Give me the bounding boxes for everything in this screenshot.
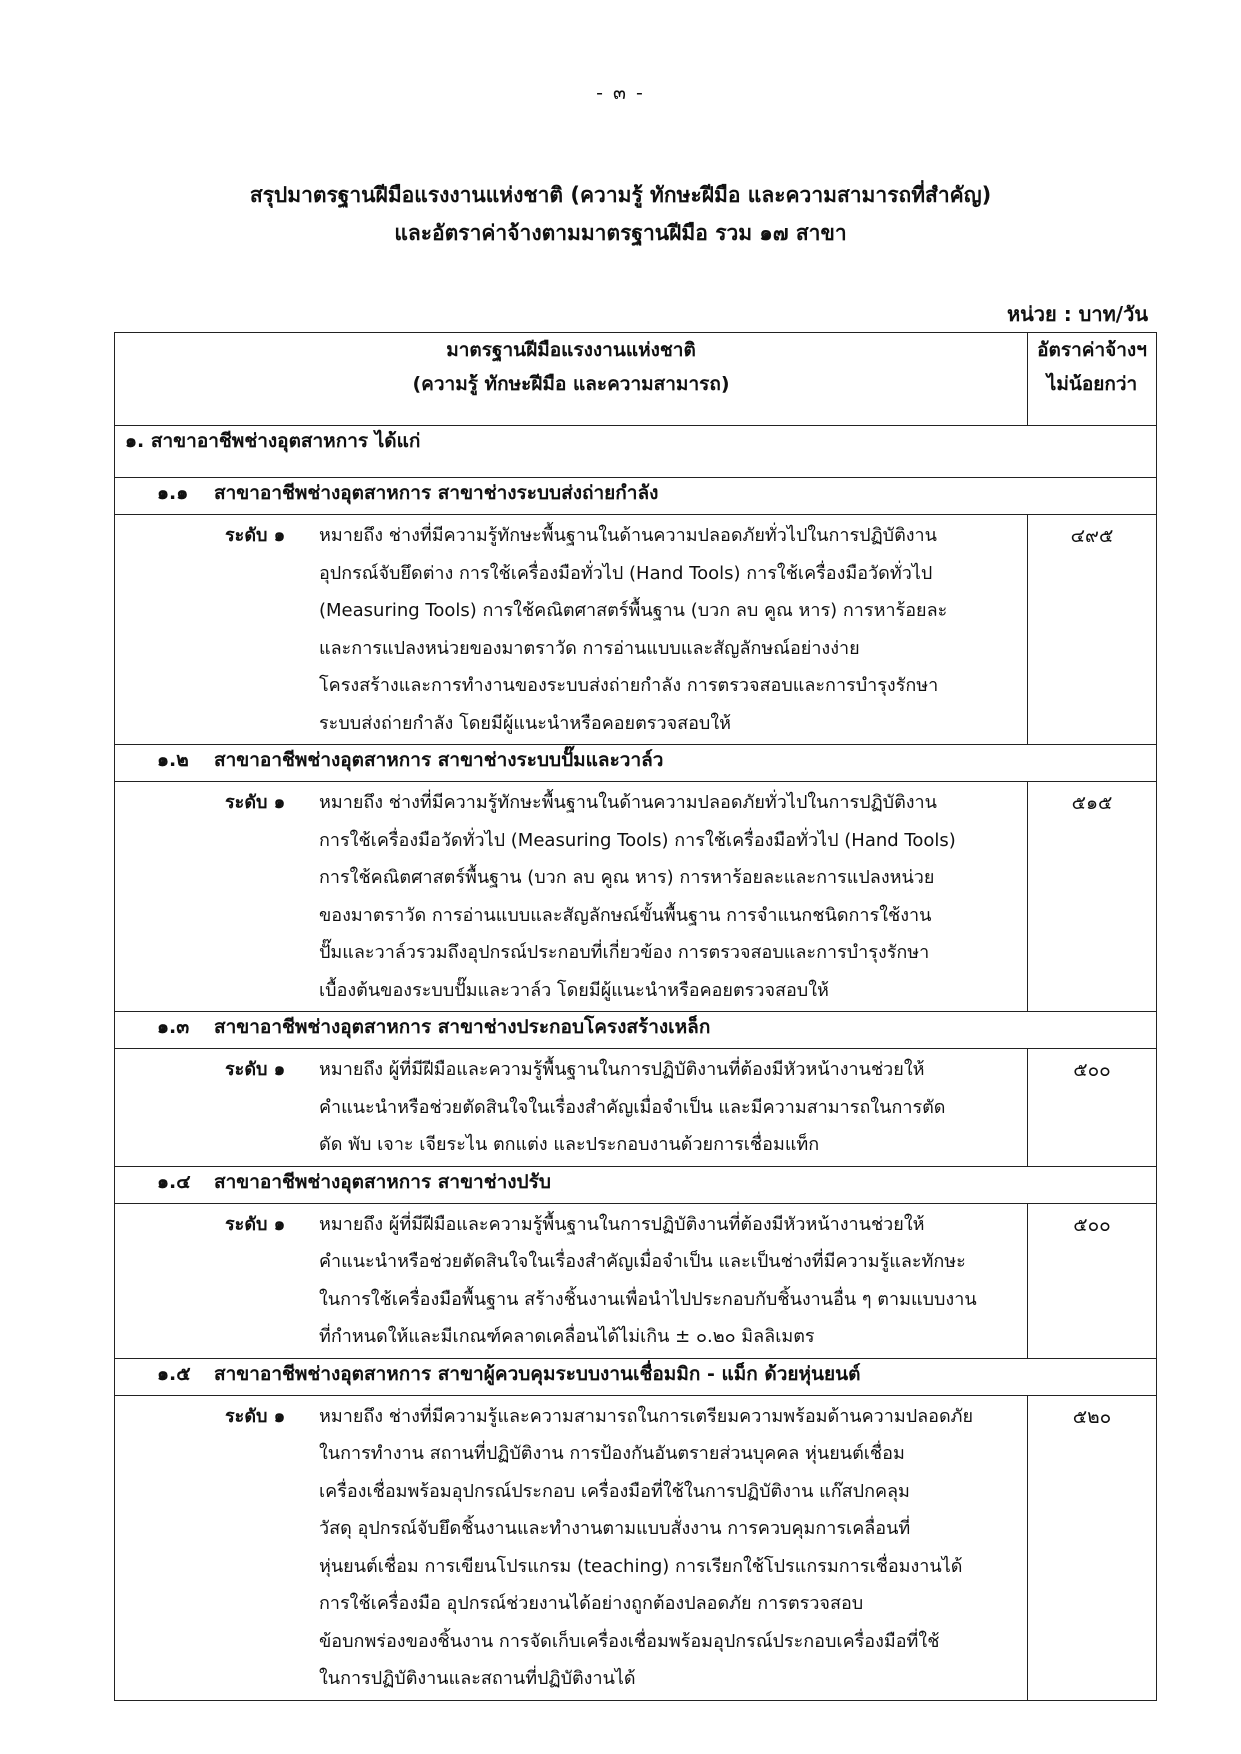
unit-label: หน่วย : บาท/วัน — [1006, 302, 1148, 326]
wage-rate: ๔๙๕ — [1028, 515, 1157, 745]
section-name: สาขาอาชีพช่างอุตสาหการ สาขาช่างประกอบโครงสร้างเหล็ก — [214, 1016, 711, 1038]
description-line: ปั๊มและวาล์วรวมถึงอุปกรณ์ประกอบที่เกี่ยวข้อง การตรวจสอบและการบำรุงรักษา — [319, 942, 930, 963]
level-label: ระดับ ๑ — [225, 1213, 286, 1235]
standards-table — [114, 332, 1157, 1701]
section-title-cell — [115, 745, 1157, 782]
page-number: - ๓ - — [596, 82, 645, 104]
section-title-row — [115, 745, 1157, 782]
group-title: ๑. สาขาอาชีพช่างอุตสาหการ ได้แก่ — [125, 430, 421, 452]
level-description — [319, 1398, 1019, 1698]
section-name: สาขาอาชีพช่างอุตสาหการ สาขาผู้ควบคุมระบบงานเชื่อมมิก - แม็ก ด้วยหุ่นยนต์ — [214, 1362, 861, 1385]
section-name: สาขาอาชีพช่างอุตสาหการ สาขาช่างปรับ — [214, 1170, 551, 1193]
description-line: ในการทำงาน สถานที่ปฏิบัติงาน การป้องกันอันตรายส่วนบุคคล หุ่นยนต์เชื่อม — [319, 1443, 905, 1464]
description-line: ของมาตราวัด การอ่านแบบและสัญลักษณ์ขั้นพื้นฐาน การจำแนกชนิดการใช้งาน — [319, 904, 932, 926]
description-line: อุปกรณ์จับยึดต่าง การใช้เครื่องมือทั่วไป (Hand Tools) การใช้เครื่องมือวัดทั่วไป — [319, 562, 933, 584]
title-line-1: สรุปมาตรฐานฝีมือแรงงานแห่งชาติ (ความรู้ ทักษะฝีมือ และความสามารถที่สำคัญ) — [249, 183, 992, 207]
description-line: การใช้เครื่องมือ อุปกรณ์ช่วยงานได้อย่างถูกต้องปลอดภัย การตรวจสอบ — [319, 1593, 864, 1614]
description-line: โครงสร้างและการทำงานของระบบส่งถ่ายกำลัง การตรวจสอบและการบำรุงรักษา — [319, 675, 939, 696]
wage-rate: ๕๐๐ — [1028, 1203, 1157, 1358]
level-description — [319, 1051, 1019, 1164]
description-line: คำแนะนำหรือช่วยตัดสินใจในเรื่องสำคัญเมื่อจำเป็น และเป็นช่างที่มีความรู้และทักษะ — [319, 1251, 966, 1272]
level-description-cell — [115, 1395, 1028, 1700]
description-line: ข้อบกพร่องของชิ้นงาน การจัดเก็บเครื่องเชื่อมพร้อมอุปกรณ์ประกอบเครื่องมือที่ใช้ — [319, 1630, 940, 1652]
table-header-row — [115, 333, 1157, 426]
description-line: เบื้องต้นของระบบปั๊มและวาล์ว โดยมีผู้แนะนำหรือคอยตรวจสอบให้ — [319, 979, 829, 1001]
description-line: หมายถึง ช่างที่มีความรู้ทักษะพื้นฐานในด้านความปลอดภัยทั่วไปในการปฏิบัติงาน — [319, 525, 937, 546]
description-line: การใช้คณิตศาสตร์พื้นฐาน (บวก ลบ คูณ หาร) การหาร้อยละและการแปลงหน่วย — [319, 867, 935, 888]
description-line: ระบบส่งถ่ายกำลัง โดยมีผู้แนะนำหรือคอยตรวจสอบให้ — [319, 712, 731, 734]
document-title — [100, 176, 1141, 252]
description-line: ที่กำหนดให้และมีเกณฑ์คลาดเคลื่อนได้ไม่เกิน ± ๐.๒๐ มิลลิเมตร — [319, 1326, 815, 1347]
section-title — [115, 745, 1156, 775]
section-name: สาขาอาชีพช่างอุตสาหการ สาขาช่างระบบส่งถ่ายกำลัง — [214, 482, 659, 504]
level-description — [319, 517, 1019, 742]
description-line: และการแปลงหน่วยของมาตราวัด การอ่านแบบและสัญลักษณ์อย่างง่าย — [319, 637, 860, 659]
group-title-cell — [115, 426, 1157, 478]
description-line: (Measuring Tools) การใช้คณิตศาสตร์พื้นฐาน (บวก ลบ คูณ หาร) การหาร้อยละ — [319, 600, 948, 621]
section-title-cell — [115, 1358, 1157, 1395]
level-row — [115, 515, 1157, 745]
header-standard-line-1: มาตรฐานฝีมือแรงงานแห่งชาติ — [446, 339, 696, 361]
section-title-row — [115, 478, 1157, 515]
section-name: สาขาอาชีพช่างอุตสาหการ สาขาช่างระบบปั๊มและวาล์ว — [214, 749, 664, 771]
description-line: หมายถึง ผู้ที่มีฝีมือและความรู้พื้นฐานในการปฏิบัติงานที่ต้องมีหัวหน้างานช่วยให้ — [319, 1059, 925, 1080]
level-label: ระดับ ๑ — [225, 1405, 286, 1427]
level-row — [115, 1395, 1157, 1700]
section-title — [115, 1012, 1156, 1042]
section-number: ๑.๑ — [157, 482, 189, 504]
description-line: ในการปฏิบัติงานและสถานที่ปฏิบัติงานได้ — [319, 1668, 636, 1689]
header-rate-line-2: ไม่น้อยกว่า — [1046, 373, 1138, 395]
title-line-2: และอัตราค่าจ้างตามมาตรฐานฝีมือ รวม ๑๗ สาขา — [394, 221, 847, 245]
section-number: ๑.๓ — [157, 1016, 190, 1038]
level-description-cell — [115, 515, 1028, 745]
description-line: หุ่นยนต์เชื่อม การเขียนโปรแกรม (teaching) การเรียกใช้โปรแกรมการเชื่อมงานได้ — [319, 1555, 963, 1577]
header-standard — [115, 333, 1028, 426]
level-description-cell — [115, 782, 1028, 1012]
description-line: เครื่องเชื่อมพร้อมอุปกรณ์ประกอบ เครื่องมือที่ใช้ในการปฏิบัติงาน แก๊สปกคลุม — [319, 1480, 910, 1502]
level-description — [319, 1206, 1019, 1356]
section-title-cell — [115, 478, 1157, 515]
level-description-cell — [115, 1049, 1028, 1167]
level-description — [319, 784, 1019, 1009]
section-title — [115, 478, 1156, 508]
section-title — [115, 1167, 1156, 1197]
description-line: ในการใช้เครื่องมือพื้นฐาน สร้างชิ้นงานเพื่อนำไปประกอบกับชิ้นงานอื่น ๆ ตามแบบงาน — [319, 1288, 977, 1310]
section-title-cell — [115, 1166, 1157, 1203]
level-row — [115, 782, 1157, 1012]
section-title-row — [115, 1012, 1157, 1049]
header-rate — [1028, 333, 1157, 426]
section-title-row — [115, 1166, 1157, 1203]
group-row — [115, 426, 1157, 478]
level-description-cell — [115, 1203, 1028, 1358]
level-row — [115, 1049, 1157, 1167]
level-row — [115, 1203, 1157, 1358]
level-label: ระดับ ๑ — [225, 792, 286, 813]
section-number: ๑.๔ — [157, 1170, 191, 1193]
section-title-row — [115, 1358, 1157, 1395]
level-label: ระดับ ๑ — [225, 1059, 286, 1080]
description-line: หมายถึง ช่างที่มีความรู้และความสามารถในการเตรียมความพร้อมด้านความปลอดภัย — [319, 1405, 974, 1427]
header-standard-line-2: (ความรู้ ทักษะฝีมือ และความสามารถ) — [412, 373, 730, 395]
section-title-cell — [115, 1012, 1157, 1049]
section-number: ๑.๒ — [157, 749, 189, 771]
description-line: คำแนะนำหรือช่วยตัดสินใจในเรื่องสำคัญเมื่อจำเป็น และมีความสามารถในการตัด — [319, 1096, 946, 1118]
header-rate-line-1: อัตราค่าจ้างฯ — [1037, 339, 1147, 361]
wage-rate: ๕๐๐ — [1028, 1049, 1157, 1167]
level-label: ระดับ ๑ — [225, 525, 286, 546]
wage-rate: ๕๑๕ — [1028, 782, 1157, 1012]
description-line: หมายถึง ผู้ที่มีฝีมือและความรู้พื้นฐานในการปฏิบัติงานที่ต้องมีหัวหน้างานช่วยให้ — [319, 1213, 925, 1235]
section-number: ๑.๕ — [157, 1362, 191, 1385]
description-line: การใช้เครื่องมือวัดทั่วไป (Measuring Tools) การใช้เครื่องมือทั่วไป (Hand Tools) — [319, 829, 956, 851]
wage-rate: ๕๒๐ — [1028, 1395, 1157, 1700]
description-line: ดัด พับ เจาะ เจียระไน ตกแต่ง และประกอบงานด้วยการเชื่อมแท็ก — [319, 1134, 820, 1155]
description-line: หมายถึง ช่างที่มีความรู้ทักษะพื้นฐานในด้านความปลอดภัยทั่วไปในการปฏิบัติงาน — [319, 792, 937, 813]
description-line: วัสดุ อุปกรณ์จับยึดชิ้นงานและทำงานตามแบบสั่งงาน การควบคุมการเคลื่อนที่ — [319, 1518, 911, 1539]
section-title — [115, 1359, 1156, 1389]
